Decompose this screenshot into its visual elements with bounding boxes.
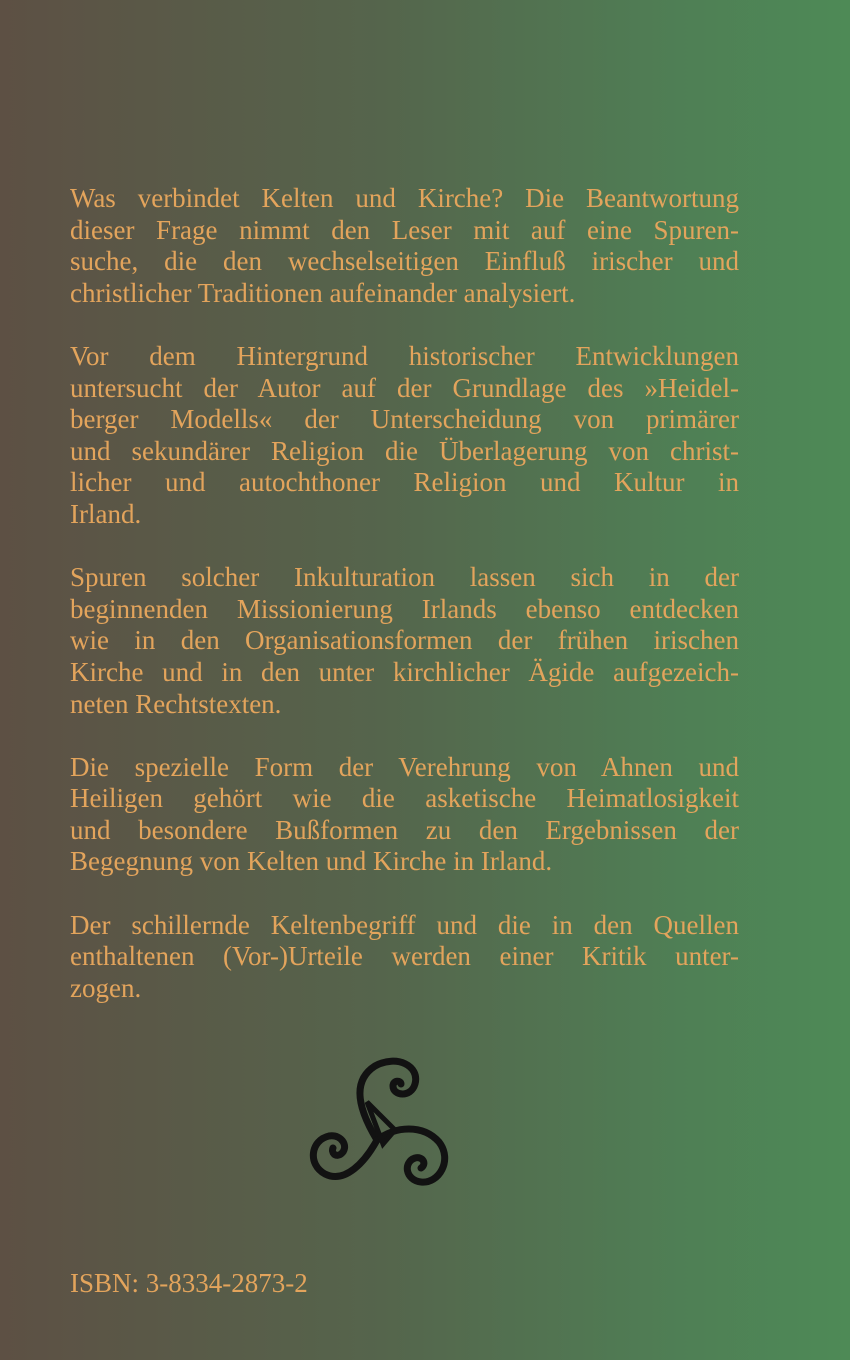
paragraph (70, 752, 739, 878)
text-line: und sekundärer Religion die Überlagerung von christ- (70, 435, 739, 466)
text-line: Die spezielle Form der Verehrung von Ahnen und (70, 751, 739, 782)
text-line: Irland. (70, 498, 142, 529)
text-line: suche, die den wechselseitigen Einfluß irischer und (70, 246, 739, 277)
text-line: neten Rechtstexten. (70, 688, 282, 719)
paragraph (70, 562, 739, 720)
text-line: Kirche und in den unter kirchlicher Ägide aufgezeich- (70, 656, 739, 687)
paragraph (70, 183, 739, 309)
isbn: ISBN: 3-8334-2873-2 (70, 1268, 308, 1298)
text-line: Was verbindet Kelten und Kirche? Die Beantwortung (70, 183, 739, 213)
text-line: untersucht der Autor auf der Grundlage des »Heidel- (70, 372, 739, 403)
text-line: und besondere Bußformen zu den Ergebnissen der (70, 814, 739, 845)
text-line: berger Modells« der Unterscheidung von primärer (70, 404, 739, 435)
text-line: dieser Frage nimmt den Leser mit auf eine Spuren- (70, 214, 739, 245)
text-line: zogen. (70, 972, 142, 1003)
text-line: wie in den Organisationsformen der frühen irischen (70, 625, 739, 656)
text-line: Heiligen gehört wie die asketische Heimatlosigkeit (70, 783, 739, 814)
text-line: christlicher Traditionen aufeinander analysiert. (70, 277, 576, 308)
paragraph (70, 910, 739, 1005)
text-line: Spuren solcher Inkulturation lassen sich in der (70, 562, 739, 593)
blurb-text (70, 183, 739, 1036)
text-line: licher und autochthoner Religion und Kultur in (70, 467, 739, 498)
text-line: Vor dem Hintergrund historischer Entwicklungen (70, 340, 739, 371)
text-line: Begegnung von Kelten und Kirche in Irland. (70, 846, 553, 877)
triskele-icon (305, 1052, 455, 1197)
text-line: Der schillernde Keltenbegriff und die in den Quellen (70, 909, 739, 940)
text-line: beginnenden Missionierung Irlands ebenso entdecken (70, 593, 739, 624)
paragraph (70, 341, 739, 531)
text-line: enthaltenen (Vor-)Urteile werden einer Kritik unter- (70, 941, 739, 972)
